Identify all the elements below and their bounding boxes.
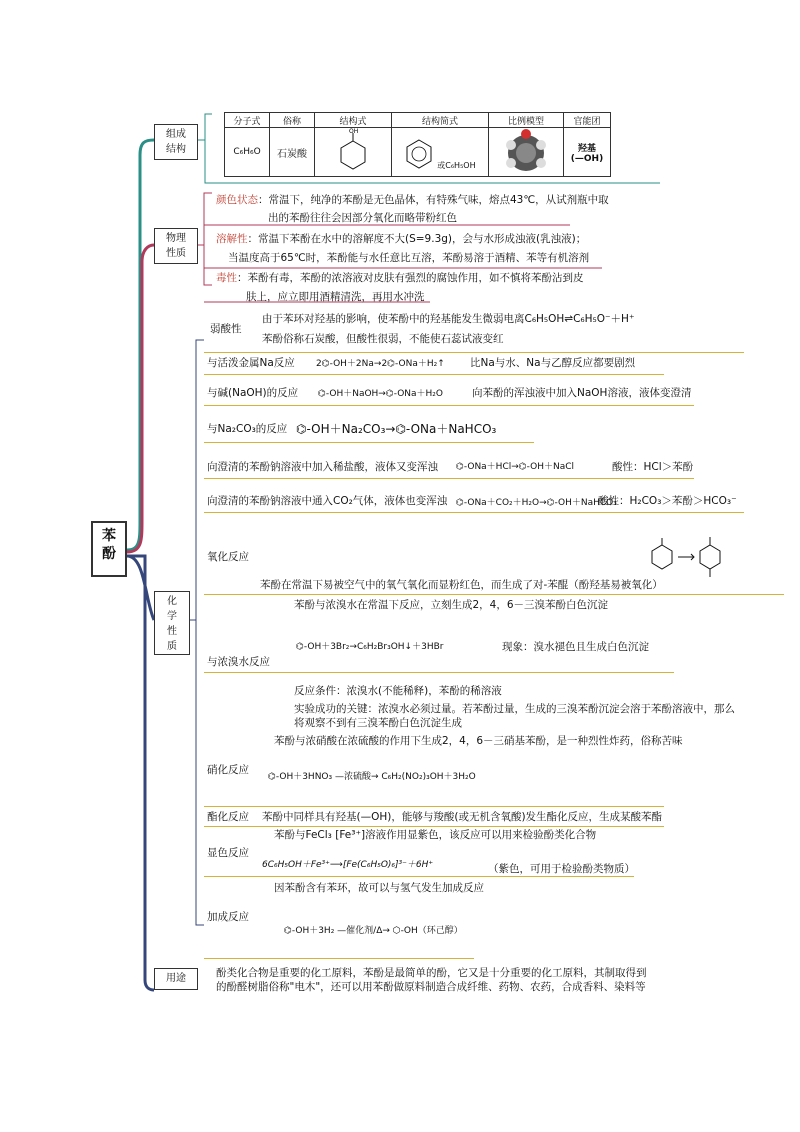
na-reaction-note: 比Na与水、Na与乙醇反应都要剧烈 (470, 357, 636, 369)
composition-table (224, 112, 611, 177)
header-functional-group: 官能团 (564, 113, 611, 128)
nitration-equation: ⌬-OH＋3HNO₃ —浓硫酸→ C₆H₂(NO₂)₃OH＋3H₂O (268, 772, 476, 782)
addition-equation: ⌬-OH＋3H₂ —催化剂/Δ→ ⬡-OH（环己醇） (284, 926, 463, 936)
use-text2: 的酚醛树脂俗称"电木"，还可以用苯酚做原料制造合成纤维、药物、农药，合成香料、染料等 (216, 981, 646, 993)
space-filling-model-icon (501, 129, 551, 173)
composition-label: 组成 结构 (166, 129, 186, 155)
co2-note: 酸性：H₂CO₃＞苯酚＞HCO₃⁻ (598, 495, 737, 507)
na2co3-reaction-label: 与Na₂CO₃的反应 (207, 423, 288, 435)
bromine-text3: 实验成功的关键：浓溴水必须过量。若苯酚过量，生成的三溴苯酚沉淀会溶于苯酚溶液中，那么 (294, 703, 735, 715)
main-title: 苯 酚 (102, 528, 116, 562)
color-reaction-label: 显色反应 (207, 847, 249, 859)
cell-functional-group: 羟基 (—OH) (564, 128, 611, 177)
header-common-name: 俗称 (270, 113, 315, 128)
weak-acid-text2: 苯酚俗称石炭酸，但酸性很弱，不能使石蕊试液变红 (262, 333, 504, 345)
bromine-text2: 反应条件：浓溴水(不能稀释)，苯酚的稀溶液 (294, 685, 502, 697)
physical-box (154, 228, 198, 264)
ester-label: 酯化反应 (207, 811, 249, 823)
simple-alt-label: 或C₆H₅OH (437, 160, 476, 170)
weak-acid-label: 弱酸性 (210, 323, 242, 335)
benzoquinone-icon (650, 535, 730, 585)
chemical-label: 化 学 性 质 (167, 596, 177, 652)
addition-text1: 因苯酚含有苯环，故可以与氢气发生加成反应 (274, 882, 484, 894)
bromine-equation: ⌬-OH＋3Br₂→C₆H₂Br₃OH↓＋3HBr (296, 642, 444, 652)
color-reaction-text1: 苯酚与FeCl₃ [Fe³⁺]溶液作用显紫色，该反应可以用来检验酚类化合物 (274, 829, 597, 841)
chemical-box (154, 591, 190, 655)
use-box (154, 968, 198, 990)
bromine-label: 与浓溴水反应 (207, 656, 270, 668)
toxic-text1: ：苯酚有毒，苯酚的浓溶液对皮肤有强烈的腐蚀作用，如不慎将苯酚沾到皮 (237, 272, 584, 284)
solubility-text2: 当温度高于65℃时，苯酚能与水任意比互溶，苯酚易溶于酒精、苯等有机溶剂 (228, 252, 590, 264)
hcl-label: 向澄清的苯酚钠溶液中加入稀盐酸，液体又变浑浊 (207, 461, 438, 473)
color-state-text2: 出的苯酚往往会因部分氧化而略带粉红色 (268, 212, 457, 224)
co2-label: 向澄清的苯酚钠溶液中通入CO₂气体，液体也变浑浊 (207, 495, 448, 507)
addition-label: 加成反应 (207, 911, 249, 923)
bromine-text4: 将观察不到有三溴苯酚白色沉淀生成 (294, 717, 462, 729)
use-text1: 酚类化合物是重要的化工原料，苯酚是最简单的酚，它又是十分重要的化工原料，其制取得到 (216, 967, 647, 979)
bromine-observation: 现象：溴水褪色且生成白色沉淀 (502, 641, 649, 653)
naoh-reaction-equation: ⌬-OH＋NaOH→⌬-ONa＋H₂O (318, 389, 443, 399)
cell-common-name: 石炭酸 (270, 128, 315, 177)
oxidation-label: 氧化反应 (207, 551, 249, 563)
structural-formula-icon (323, 129, 383, 173)
cell-simple-structure (392, 128, 489, 177)
main-title-box (91, 521, 127, 577)
color-reaction-note: （紫色，可用于检验酚类物质） (488, 863, 635, 875)
naoh-reaction-label: 与碱(NaOH)的反应 (207, 387, 299, 399)
naoh-reaction-note: 向苯酚的浑浊液中加入NaOH溶液，液体变澄清 (472, 387, 692, 399)
ester-text: 苯酚中同样具有羟基(—OH)，能够与羧酸(或无机含氧酸)发生酯化反应，生成某酸苯酯 (262, 811, 663, 823)
color-reaction-equation: 6C₆H₅OH＋Fe³⁺⟶[Fe(C₆H₅O)₆]³⁻＋6H⁺ (262, 860, 434, 870)
oxidation-text: 苯酚在常温下易被空气中的氧气氧化而显粉红色，而生成了对-苯醌（酚羟基易被氧化） (260, 579, 663, 591)
bromine-text1: 苯酚与浓溴水在常温下反应，立刻生成2，4，6－三溴苯酚白色沉淀 (294, 599, 609, 611)
composition-box (154, 124, 198, 160)
header-simple-structure: 结构简式 (392, 113, 489, 128)
header-formula: 分子式 (225, 113, 270, 128)
physical-label: 物理 性质 (166, 233, 186, 259)
phys-toxic-line1 (216, 271, 584, 285)
use-label: 用途 (166, 973, 186, 984)
co2-equation: ⌬-ONa＋CO₂＋H₂O→⌬-OH＋NaHCO₃ (456, 498, 617, 508)
phys-sol-line1 (216, 232, 586, 246)
cell-formula: C₆H₆O (225, 128, 270, 177)
nitration-label: 硝化反应 (207, 764, 249, 776)
toxic-text2: 肤上，应立即用酒精清洗，再用水冲洗 (246, 291, 425, 303)
na2co3-reaction-equation: ⌬-OH＋Na₂CO₃→⌬-ONa＋NaHCO₃ (296, 422, 497, 436)
cell-model (489, 128, 564, 177)
benzene-ring-icon (404, 134, 434, 168)
weak-acid-text1: 由于苯环对羟基的影响，使苯酚中的羟基能发生微弱电离C₆H₅OH⇌C₆H₅O⁻＋H⁺ (262, 313, 635, 325)
color-state-label: 颜色状态 (216, 194, 258, 206)
hcl-equation: ⌬-ONa＋HCl→⌬-OH＋NaCl (456, 462, 575, 472)
solubility-label: 溶解性 (216, 233, 248, 245)
phys-color-line1 (216, 193, 609, 207)
na-reaction-label: 与活泼金属Na反应 (207, 357, 295, 369)
header-structure: 结构式 (315, 113, 392, 128)
nitration-text1: 苯酚与浓硝酸在浓硫酸的作用下生成2，4，6－三硝基苯酚，是一种烈性炸药，俗称苦味 (274, 735, 683, 747)
color-state-text1: ：常温下，纯净的苯酚是无色晶体，有特殊气味，熔点43℃，从试剂瓶中取 (258, 194, 609, 206)
struct-oh-label: OH (349, 127, 359, 135)
cell-structure (315, 128, 392, 177)
header-model: 比例模型 (489, 113, 564, 128)
hcl-note: 酸性：HCl＞苯酚 (612, 461, 694, 473)
na-reaction-equation: 2⌬-OH＋2Na→2⌬-ONa＋H₂↑ (316, 359, 445, 369)
toxic-label: 毒性 (216, 272, 237, 284)
solubility-text1: ：常温下苯酚在水中的溶解度不大(S=9.3g)，会与水形成浊液(乳浊液)； (247, 233, 587, 245)
